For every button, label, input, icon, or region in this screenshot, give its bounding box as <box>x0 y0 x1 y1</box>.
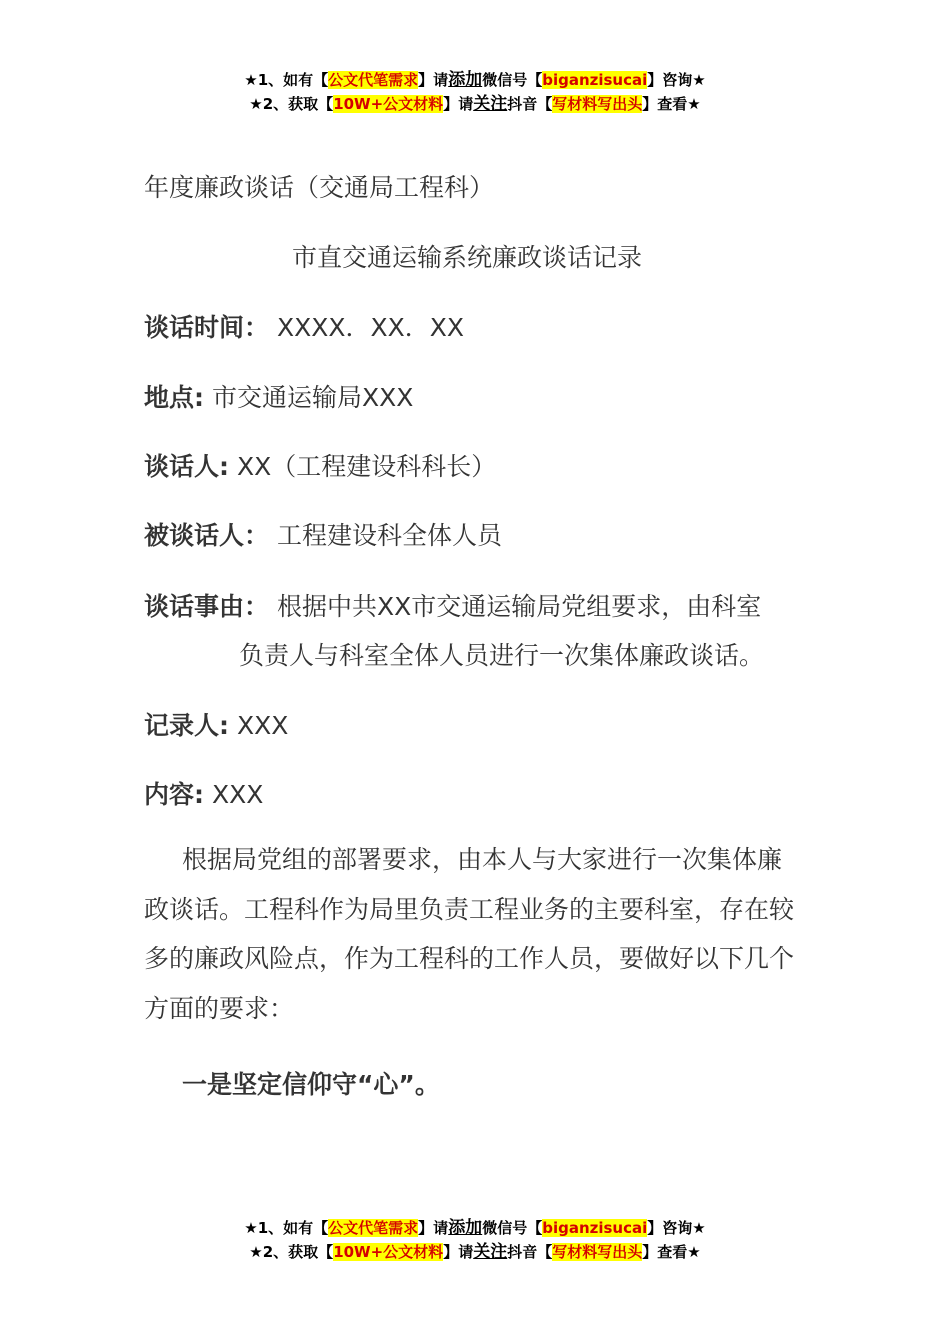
highlight-text: 公文代笔需求 <box>328 1219 419 1237</box>
promo-line-2: ★2、获取【10W+公文材料】请关注抖音【写材料写出头】查看★ <box>249 1242 701 1262</box>
field-speaker: 谈话人: XX（工程建设科科长） <box>144 452 497 481</box>
highlight-text: 10W+公文材料 <box>333 1243 444 1261</box>
emphasis-text: 关注 <box>473 1242 508 1262</box>
document-heading: 年度廉政谈话（交通局工程科） <box>144 173 495 202</box>
wechat-id: biganzisucai <box>542 71 648 89</box>
field-place: 地点: 市交通运输局XXX <box>144 383 414 412</box>
field-reason: 谈话事由： 根据中共XX市交通运输局党组要求，由科室 <box>144 592 762 621</box>
highlight-text: 公文代笔需求 <box>328 71 419 89</box>
field-reason-continued: 负责人与科室全体人员进行一次集体廉政谈话。 <box>239 641 765 670</box>
body-paragraph: 根据局党组的部署要求，由本人与大家进行一次集体廉政谈话。工程科作为局里负责工程业务的主要科室，存在较多的廉政风险点，作为工程科的工作人员，要做好以下几个方面的要求： <box>144 845 795 1023</box>
douyin-account: 写材料写出头 <box>552 1243 643 1261</box>
emphasis-text: 添加 <box>448 1218 483 1238</box>
field-listener: 被谈话人： 工程建设科全体人员 <box>144 521 502 550</box>
wechat-id: biganzisucai <box>542 1219 648 1237</box>
promo-banner-bottom <box>0 1216 950 1264</box>
section-heading-1: 一是坚定信仰守“心”。 <box>182 1070 440 1099</box>
promo-line-2: ★2、获取【10W+公文材料】请关注抖音【写材料写出头】查看★ <box>249 94 701 114</box>
document-title: 市直交通运输系统廉政谈话记录 <box>292 243 643 272</box>
field-recorder: 记录人: XXX <box>144 711 289 740</box>
promo-line-1: ★1、如有【公文代笔需求】请添加微信号【biganzisucai】咨询★ <box>244 70 706 90</box>
douyin-account: 写材料写出头 <box>552 95 643 113</box>
highlight-text: 10W+公文材料 <box>333 95 444 113</box>
field-time: 谈话时间： XXXX．XX．XX <box>144 313 464 342</box>
field-content: 内容: XXX <box>144 780 264 809</box>
emphasis-text: 关注 <box>473 94 508 114</box>
emphasis-text: 添加 <box>448 70 483 90</box>
promo-banner-top <box>0 68 950 116</box>
promo-line-1: ★1、如有【公文代笔需求】请添加微信号【biganzisucai】咨询★ <box>244 1218 706 1238</box>
